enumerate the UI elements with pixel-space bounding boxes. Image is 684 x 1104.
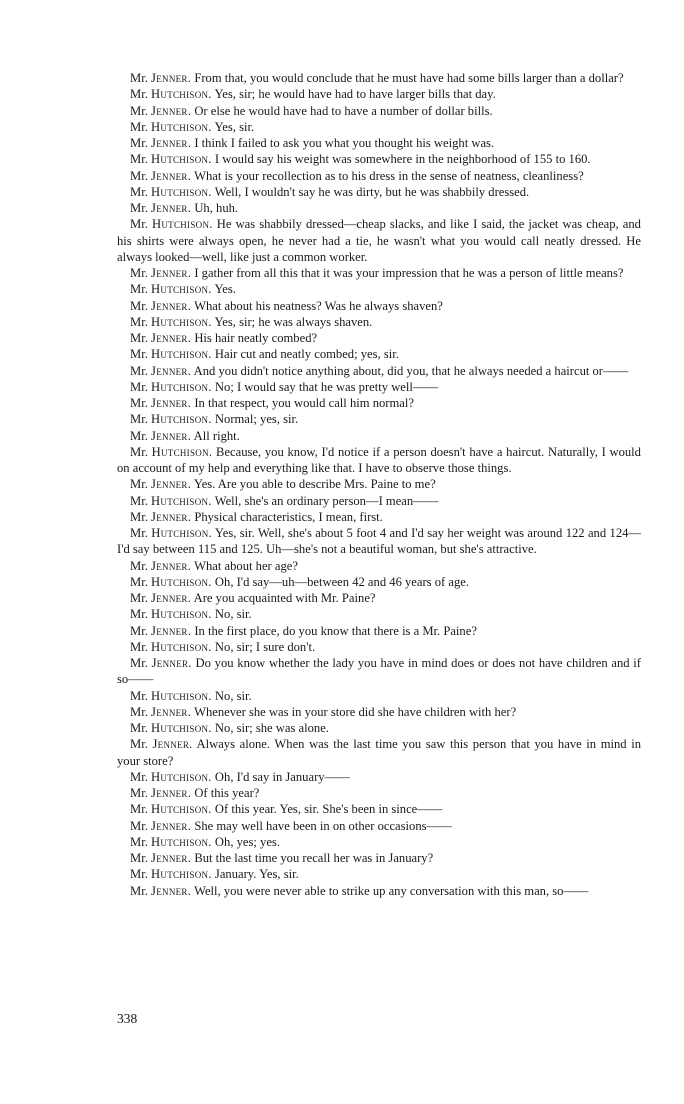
speaker-name: Jenner. [151, 818, 192, 833]
speaker-title: Mr. [130, 574, 148, 589]
statement-text: All right. [193, 428, 240, 443]
statement-text: Oh, yes; yes. [214, 834, 280, 849]
speaker-title: Mr. [130, 509, 148, 524]
statement-text: Yes, sir; he was always shaven. [214, 314, 373, 329]
statement-text: Physical characteristics, I mean, first. [194, 509, 383, 524]
testimony-paragraph [117, 525, 641, 558]
speaker-title: Mr. [130, 834, 148, 849]
testimony-paragraph [117, 834, 641, 850]
speaker-name: Jenner. [151, 851, 192, 865]
testimony-paragraph [117, 736, 641, 769]
speaker-title: Mr. [130, 184, 148, 199]
speaker-name: Jenner. [151, 509, 192, 524]
statement-text: Yes, sir; he would have had to have larger bills that day. [214, 87, 496, 102]
statement-text: Do you know whether the lady you have in mind does or does not have children and if so—— [117, 656, 641, 687]
speaker-title: Mr. [130, 444, 148, 459]
speaker-title: Mr. [130, 428, 148, 443]
speaker-name: Hutchison. [151, 688, 212, 703]
speaker-title: Mr. [130, 282, 148, 297]
speaker-title: Mr. [130, 477, 148, 492]
testimony-paragraph [117, 574, 641, 590]
testimony-paragraph [117, 801, 641, 817]
speaker-name: Hutchison. [151, 802, 212, 817]
speaker-title: Mr. [130, 119, 148, 134]
speaker-name: Hutchison. [151, 412, 212, 427]
statement-text: In the first place, do you know that there is a Mr. Paine? [194, 623, 477, 638]
testimony-paragraph [117, 704, 641, 720]
statement-text: No, sir. [214, 688, 252, 703]
statement-text: What is your recollection as to his dress in the sense of neatness, cleanliness? [194, 168, 584, 183]
speaker-title: Mr. [130, 883, 148, 898]
speaker-name: Hutchison. [151, 607, 212, 622]
testimony-paragraph [117, 119, 641, 135]
speaker-title: Mr. [130, 396, 148, 410]
speaker-name: Jenner. [151, 71, 192, 85]
speaker-title: Mr. [130, 769, 148, 784]
speaker-name: Jenner. [151, 477, 192, 492]
statement-text: I would say his weight was somewhere in the neighborhood of 155 to 160. [214, 152, 591, 167]
speaker-title: Mr. [130, 152, 148, 167]
statement-text: Or else he would have had to have a number of dollar bills. [194, 103, 493, 118]
statement-text: No, sir; she was alone. [214, 721, 329, 735]
statement-text: Always alone. When was the last time you saw this person that you have in mind in your store? [117, 737, 641, 768]
testimony-paragraph [117, 785, 641, 801]
testimony-paragraph [117, 70, 641, 86]
speaker-name: Jenner. [151, 103, 192, 118]
speaker-name: Hutchison. [151, 314, 212, 329]
speaker-title: Mr. [130, 168, 148, 183]
speaker-name: Hutchison. [151, 867, 212, 882]
testimony-paragraph [117, 103, 641, 119]
speaker-title: Mr. [130, 704, 148, 719]
speaker-name: Hutchison. [151, 769, 212, 784]
speaker-name: Hutchison. [151, 152, 212, 167]
statement-text: What about his neatness? Was he always shaven? [194, 298, 443, 313]
testimony-transcript [117, 70, 641, 899]
speaker-name: Hutchison. [151, 119, 212, 134]
speaker-title: Mr. [130, 103, 148, 118]
testimony-paragraph [117, 265, 641, 281]
testimony-paragraph [117, 379, 641, 395]
speaker-name: Jenner. [151, 591, 192, 605]
statement-text: He was shabbily dressed—cheap slacks, and like I said, the jacket was cheap, and his shirts were always open, he never had a tie, he wasn't what you would call neatly dressed. He always looked—well, like just a common worker. [117, 217, 641, 264]
speaker-title: Mr. [130, 136, 148, 150]
testimony-paragraph [117, 346, 641, 362]
speaker-name: Jenner. [151, 396, 192, 410]
testimony-paragraph [117, 883, 641, 899]
testimony-paragraph [117, 428, 641, 444]
speaker-title: Mr. [130, 347, 148, 362]
speaker-title: Mr. [130, 493, 148, 508]
testimony-paragraph [117, 720, 641, 736]
page-number: 338 [117, 1011, 138, 1026]
testimony-paragraph [117, 688, 641, 704]
statement-text: What about her age? [194, 558, 298, 573]
speaker-name: Hutchison. [151, 834, 212, 849]
statement-text: Well, you were never able to strike up any conversation with this man, so—— [194, 883, 589, 898]
testimony-paragraph [117, 411, 641, 427]
speaker-name: Hutchison. [151, 493, 212, 508]
statement-text: And you didn't notice anything about, did you, that he always needed a haircut or—— [193, 363, 629, 378]
testimony-paragraph [117, 281, 641, 297]
testimony-paragraph [117, 623, 641, 639]
statement-text: Oh, I'd say—uh—between 42 and 46 years of age. [214, 574, 469, 589]
statement-text: Yes, sir. [214, 119, 255, 134]
statement-text: Well, she's an ordinary person—I mean—— [214, 493, 439, 508]
speaker-name: Jenner. [151, 363, 192, 378]
testimony-paragraph [117, 639, 641, 655]
statement-text: Of this year. Yes, sir. She's been in since—— [214, 802, 443, 817]
testimony-paragraph [117, 866, 641, 882]
speaker-name: Jenner. [151, 786, 192, 800]
testimony-paragraph [117, 168, 641, 184]
speaker-name: Jenner. [151, 656, 192, 670]
testimony-paragraph [117, 151, 641, 167]
testimony-paragraph [117, 86, 641, 102]
speaker-name: Jenner. [151, 623, 192, 638]
testimony-paragraph [117, 298, 641, 314]
statement-text: Yes. [214, 282, 236, 297]
testimony-paragraph [117, 655, 641, 688]
testimony-paragraph [117, 200, 641, 216]
speaker-name: Jenner. [151, 266, 192, 280]
statement-text: But the last time you recall her was in January? [194, 851, 434, 865]
speaker-title: Mr. [130, 656, 148, 670]
speaker-title: Mr. [130, 379, 148, 394]
speaker-name: Hutchison. [151, 347, 212, 362]
statement-text: Uh, huh. [194, 201, 239, 215]
statement-text: Hair cut and neatly combed; yes, sir. [214, 347, 399, 362]
statement-text: No, sir. [214, 607, 252, 622]
speaker-name: Hutchison. [151, 87, 212, 102]
statement-text: His hair neatly combed? [194, 331, 318, 345]
statement-text: Oh, I'd say in January—— [214, 769, 350, 784]
statement-text: Well, I wouldn't say he was dirty, but he was shabbily dressed. [214, 184, 530, 199]
speaker-name: Jenner. [152, 737, 193, 752]
speaker-name: Jenner. [151, 558, 192, 573]
speaker-title: Mr. [130, 607, 148, 622]
testimony-paragraph [117, 818, 641, 834]
testimony-paragraph [117, 509, 641, 525]
speaker-name: Jenner. [151, 298, 192, 313]
speaker-title: Mr. [130, 201, 148, 215]
speaker-name: Hutchison. [151, 282, 212, 297]
speaker-name: Hutchison. [151, 574, 212, 589]
speaker-title: Mr. [130, 721, 148, 735]
statement-text: She may well have been in on other occasions—— [194, 818, 452, 833]
testimony-paragraph [117, 493, 641, 509]
speaker-title: Mr. [130, 737, 148, 752]
statement-text: Of this year? [194, 786, 260, 800]
testimony-paragraph [117, 558, 641, 574]
testimony-paragraph [117, 314, 641, 330]
statement-text: Are you acquainted with Mr. Paine? [193, 591, 376, 605]
speaker-name: Jenner. [151, 201, 192, 215]
speaker-title: Mr. [130, 818, 148, 833]
speaker-title: Mr. [130, 298, 148, 313]
speaker-title: Mr. [130, 217, 148, 232]
speaker-title: Mr. [130, 867, 148, 882]
statement-text: From that, you would conclude that he must have had some bills larger than a dollar? [194, 71, 624, 85]
speaker-name: Hutchison. [151, 217, 213, 232]
speaker-name: Hutchison. [151, 639, 212, 654]
speaker-title: Mr. [130, 331, 148, 345]
speaker-title: Mr. [130, 623, 148, 638]
speaker-name: Jenner. [151, 704, 192, 719]
testimony-paragraph [117, 184, 641, 200]
statement-text: Normal; yes, sir. [214, 412, 299, 427]
speaker-title: Mr. [130, 558, 148, 573]
speaker-name: Jenner. [151, 136, 192, 150]
testimony-paragraph [117, 590, 641, 606]
speaker-title: Mr. [130, 639, 148, 654]
statement-text: Yes. Are you able to describe Mrs. Paine to me? [193, 477, 436, 492]
speaker-name: Jenner. [151, 331, 192, 345]
statement-text: No; I would say that he was pretty well—— [214, 379, 439, 394]
testimony-paragraph [117, 216, 641, 265]
statement-text: January. Yes, sir. [214, 867, 299, 882]
testimony-paragraph [117, 606, 641, 622]
speaker-name: Jenner. [151, 168, 192, 183]
statement-text: I gather from all this that it was your impression that he was a person of little means? [194, 266, 624, 280]
testimony-paragraph [117, 476, 641, 492]
speaker-title: Mr. [130, 688, 148, 703]
statement-text: Yes, sir. Well, she's about 5 foot 4 and I'd say her weight was around 122 and 124—I'd say between 115 and 125. Uh—she's not a beautiful woman, but she's attractive. [117, 526, 642, 557]
speaker-title: Mr. [130, 526, 148, 540]
speaker-title: Mr. [130, 591, 148, 605]
speaker-title: Mr. [130, 71, 148, 85]
speaker-name: Jenner. [151, 428, 192, 443]
statement-text: Whenever she was in your store did she have children with her? [194, 704, 517, 719]
testimony-paragraph [117, 135, 641, 151]
speaker-name: Hutchison. [151, 721, 212, 735]
testimony-paragraph [117, 850, 641, 866]
statement-text: In that respect, you would call him normal? [194, 396, 414, 410]
testimony-paragraph [117, 769, 641, 785]
statement-text: No, sir; I sure don't. [214, 639, 316, 654]
speaker-title: Mr. [130, 314, 148, 329]
speaker-title: Mr. [130, 87, 148, 102]
testimony-paragraph [117, 330, 641, 346]
speaker-name: Jenner. [151, 883, 192, 898]
speaker-name: Hutchison. [151, 526, 212, 540]
speaker-name: Hutchison. [151, 444, 213, 459]
testimony-paragraph [117, 363, 641, 379]
speaker-name: Hutchison. [151, 184, 212, 199]
speaker-title: Mr. [130, 363, 148, 378]
statement-text: I think I failed to ask you what you thought his weight was. [194, 136, 495, 150]
speaker-title: Mr. [130, 851, 148, 865]
speaker-name: Hutchison. [151, 379, 212, 394]
speaker-title: Mr. [130, 802, 148, 817]
testimony-paragraph [117, 444, 641, 477]
statement-text: Because, you know, I'd notice if a person doesn't have a haircut. Naturally, I would on account of my help and everything like that. I have to observe those things. [117, 444, 641, 475]
speaker-title: Mr. [130, 412, 148, 427]
speaker-title: Mr. [130, 786, 148, 800]
testimony-paragraph [117, 395, 641, 411]
speaker-title: Mr. [130, 266, 148, 280]
